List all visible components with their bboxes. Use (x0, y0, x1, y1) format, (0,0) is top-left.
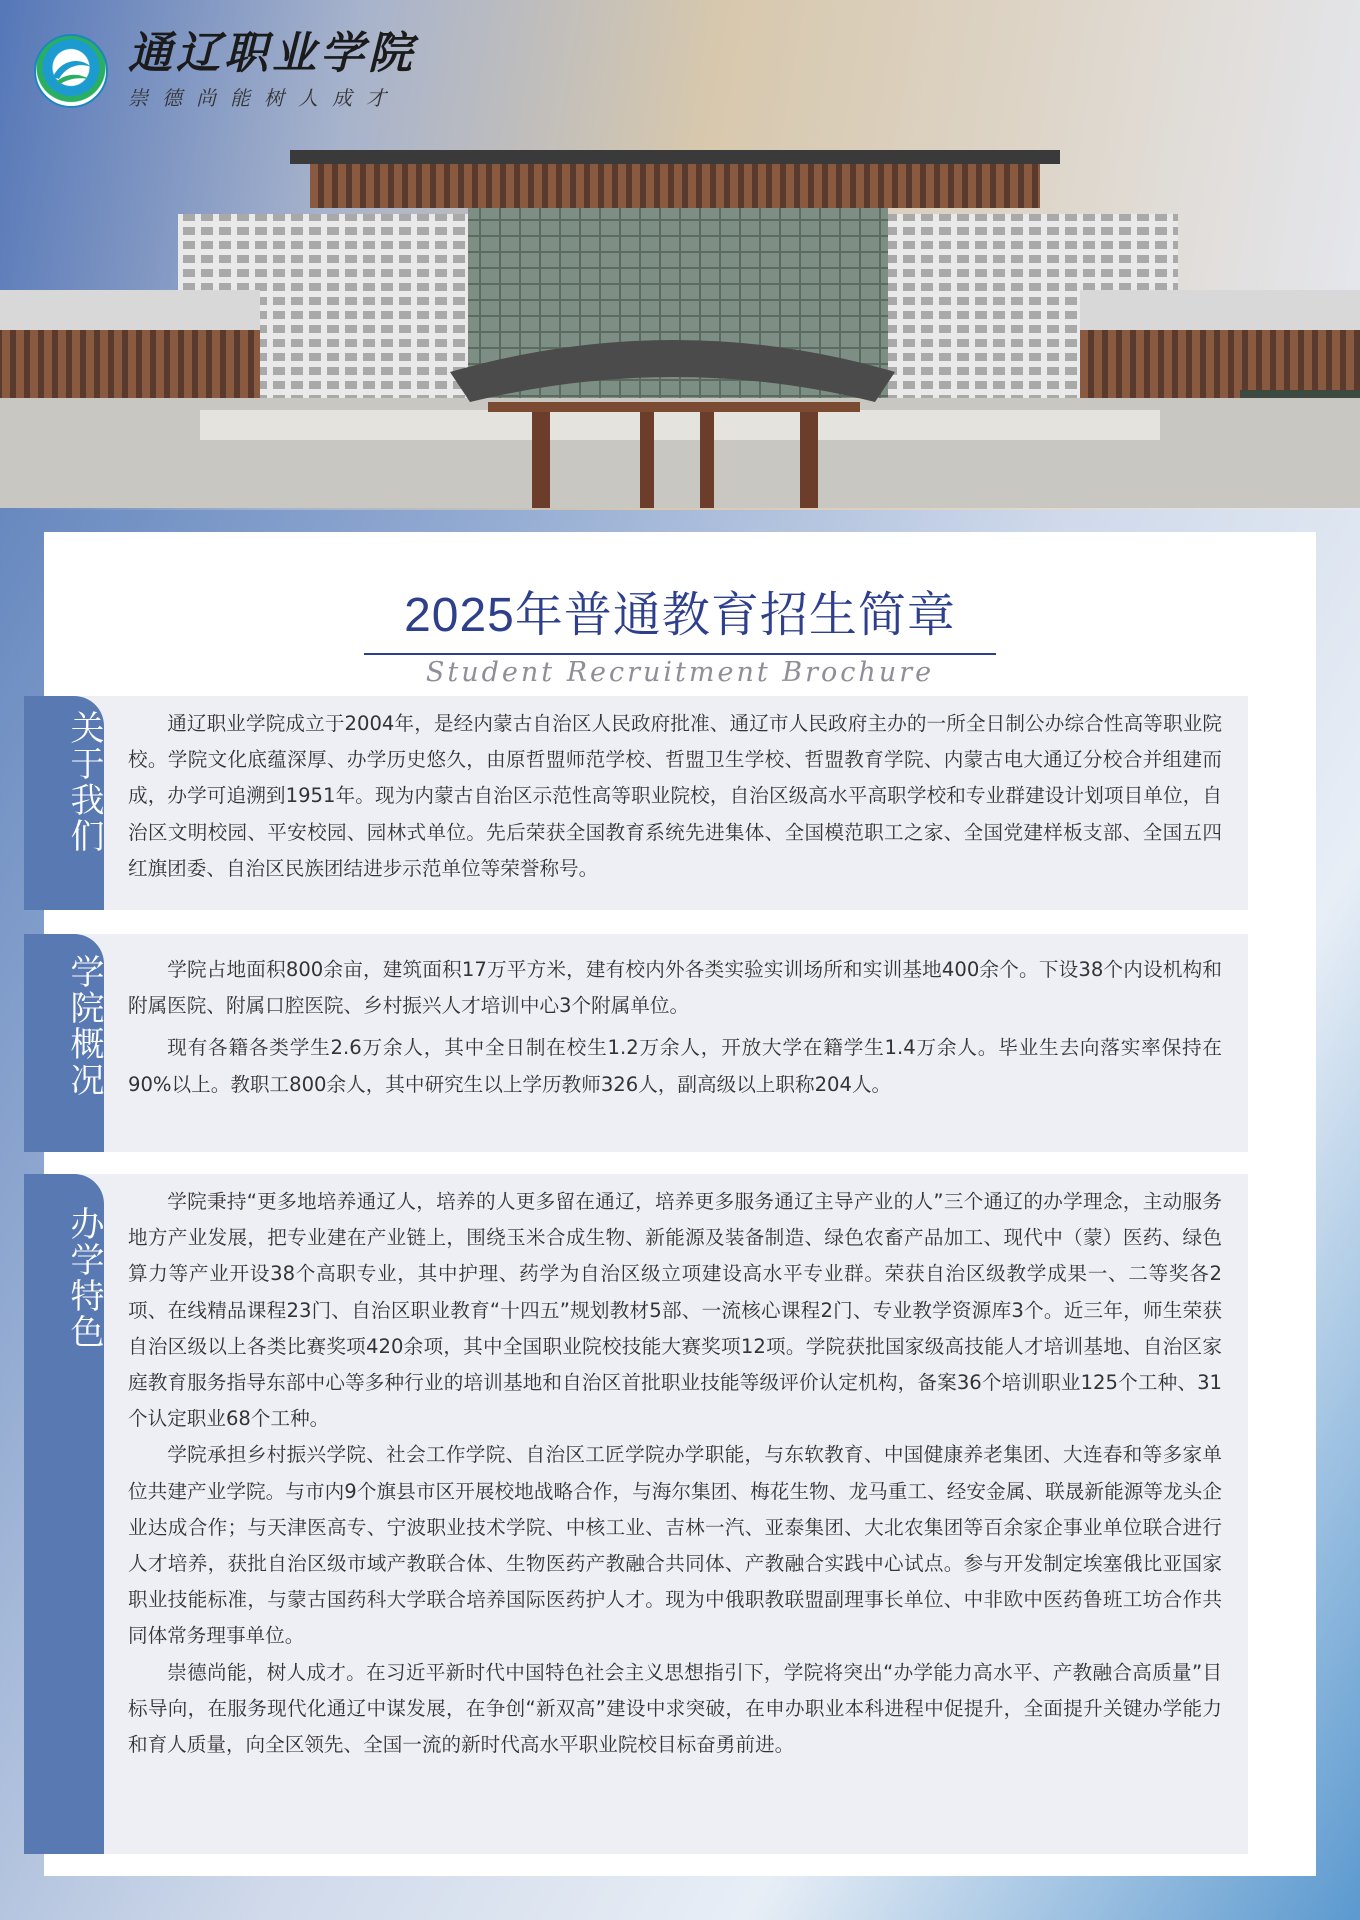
school-emblem-icon (34, 34, 108, 108)
paragraph: 崇德尚能，树人成才。在习近平新时代中国特色社会主义思想指引下，学院将突出“办学能力高水平、产教融合高质量”目标导向，在服务现代化通辽中谋发展，在争创“新双高”建设中求突破，在申办职业本科进程中促提升，全面提升关键办学能力和育人质量，向全区领先、全国一流的新时代高水平职业院校目标奋勇前进。 (128, 1660, 1222, 1757)
school-name: 通辽职业学院 (128, 28, 416, 79)
section-body (128, 952, 1222, 1103)
section-tab-label: 关于我们 (64, 710, 104, 854)
page-title: 2025年普通教育招生简章 (364, 576, 996, 655)
section-tab (24, 696, 104, 910)
section-tab (24, 1174, 104, 1854)
paragraph: 学院占地面积800余亩，建筑面积17万平方米，建有校内外各类实验实训场所和实训基地400余个。下设38个内设机构和附属医院、附属口腔医院、乡村振兴人才培训中心3个附属单位。 (128, 958, 1222, 1018)
section-overview (24, 934, 1248, 1152)
section-body (128, 1184, 1222, 1763)
section-features (24, 1174, 1248, 1854)
paragraph: 学院承担乡村振兴学院、社会工作学院、自治区工匠学院办学职能，与东软教育、中国健康养老集团、大连春和等多家单位共建产业学院。与市内9个旗县市区开展校地战略合作，与海尔集团、梅花生物、龙马重工、经安金属、联晟新能源等龙头企业达成合作；与天津医高专、宁波职业技术学院、中核工业、吉林一汽、亚泰集团、大北农集团等百余家企事业单位联合进行人才培养，获批自治区级市域产教联合体、生物医药产教融合共同体、产教融合实践中心试点。参与开发制定埃塞俄比亚国家职业技能标准，与蒙古国药科大学联合培养国际医药护人才。现为中俄职教联盟副理事长单位、中非欧中医药鲁班工坊合作共同体常务理事单位。 (128, 1443, 1222, 1648)
page-subtitle: Student Recruitment Brochure (425, 657, 935, 688)
section-body (128, 706, 1222, 887)
paragraph: 学院秉持“更多地培养通辽人，培养的人更多留在通辽，培养更多服务通辽主导产业的人”三个通辽的办学理念，主动服务地方产业发展，把专业建在产业链上，围绕玉米合成生物、新能源及装备制造、绿色农畜产品加工、现代中（蒙）医药、绿色算力等产业开设38个高职专业，其中护理、药学为自治区级立项建设高水平专业群。荣获自治区级教学成果一、二等奖各2项、在线精品课程23门、自治区职业教育“十四五”规划教材5部、一流核心课程2门、专业教学资源库3个。近三年，师生荣获自治区级以上各类比赛奖项420余项，其中全国职业院校技能大赛奖项12项。学院获批国家级高技能人才培训基地、自治区家庭教育服务指导东部中心等多种行业的培训基地和自治区首批职业技能等级评价认定机构，备案36个培训职业125个工种、31个认定职业68个工种。 (128, 1190, 1222, 1431)
section-about-us (24, 696, 1248, 910)
school-motto: 崇德尚能树人成才 (128, 86, 400, 110)
section-tab-label: 学院概况 (64, 954, 104, 1098)
paragraph: 现有各籍各类学生2.6万余人，其中全日制在校生1.2万余人，开放大学在籍学生1.4万余人。毕业生去向落实率保持在90%以上。教职工800余人，其中研究生以上学历教师326人，副高级以上职称204人。 (128, 1036, 1222, 1096)
campus-building-photo (0, 140, 1360, 508)
section-tab-label: 办学特色 (64, 1206, 104, 1350)
school-logo (34, 30, 416, 111)
section-tab (24, 934, 104, 1152)
paragraph: 通辽职业学院成立于2004年，是经内蒙古自治区人民政府批准、通辽市人民政府主办的一所全日制公办综合性高等职业院校。学院文化底蕴深厚、办学历史悠久，由原哲盟师范学校、哲盟卫生学校、哲盟教育学院、内蒙古电大通辽分校合并组建而成，办学可追溯到1951年。现为内蒙古自治区示范性高等职业院校，自治区级高水平高职学校和专业群建设计划项目单位，自治区文明校园、平安校园、园林式单位。先后荣获全国教育系统先进集体、全国模范职工之家、全国党建样板支部、全国五四红旗团委、自治区民族团结进步示范单位等荣誉称号。 (128, 712, 1222, 880)
